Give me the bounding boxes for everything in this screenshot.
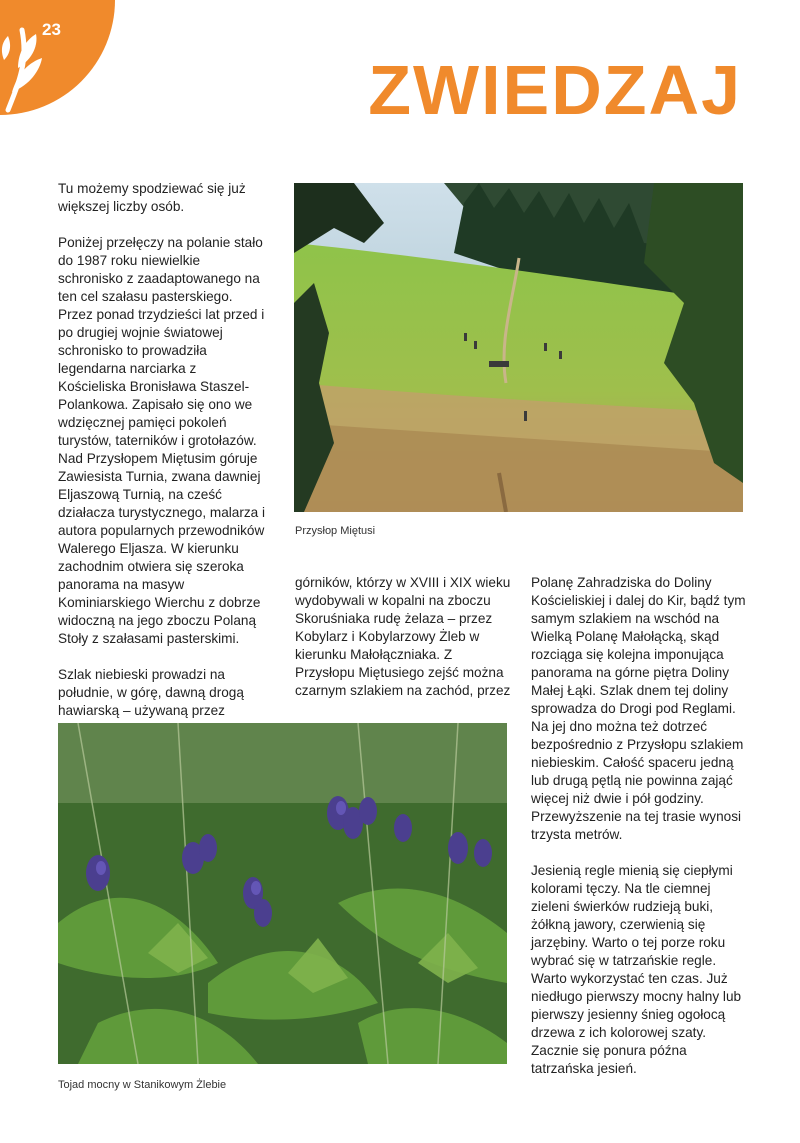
flowers-photo-caption: Tojad mocny w Stanikowym Żlebie <box>58 1079 227 1091</box>
text-column-2 <box>295 574 511 700</box>
paragraph: Poniżej przełęczy na polanie stało do 1987 roku niewielkie schronisko z zaadaptowanego na ten cel szałasu pasterskiego. Przez ponad trzydzieści lat przed i po drugiej wojnie światowej schronisko to prowadziła legendarna narciarka z Kościeliska Bronisława Staszel-Polankowa. Zapisało się ono we wdzięcznej pamięci pokoleń turystów, taterników i grotołazów. Nad Przysłopem Miętusim góruje Zawiesista Turnia, zwana dawniej Eljaszową Turnią, na cześć działacza turystycznego, malarza i autora popularnych przewodników Walerego Eljasza. W kierunku zachodnim otwiera się szeroka panorama na masyw Kominiarskiego Wierchu z dobrze widoczną na jego zboczu Polaną Stoły z szałasami pasterskimi. <box>58 235 266 646</box>
page-title: ZWIEDZAJ <box>368 51 742 129</box>
paragraph: Polanę Zahradziska do Doliny Kościeliskiej i dalej do Kir, bądź tym samym szlakiem na wschód na Wielką Polanę Małołącką, skąd rozciąga się kolejna imponująca panorama na górne piętra Doliny Małej Łąki. Szlak dnem tej doliny sprowadza do Drogi pod Reglami. Na jej dno można też dotrzeć bezpośrednio z Przysłopu szlakiem niebieskim. Całość spaceru jedną lub drugą pętlą nie powinna zająć więcej niż dwie i pół godziny. Przewyższenie na tej trasie wynosi trzysta metrów. <box>531 575 746 842</box>
meadow-photo <box>294 183 743 512</box>
meadow-photo-caption: Przysłop Miętusi <box>295 525 376 537</box>
flowers-photo <box>58 723 507 1064</box>
paragraph: Jesienią regle mienią się ciepłymi kolorami tęczy. Na tle ciemnej zieleni świerków rudzieją buki, żółkną jawory, czerwienią się jarzębiny. Warto o tej porze roku wybrać się w tatrzańskie regle. Warto wykorzystać ten czas. Już niedługo pierwszy mocny halny lub pierwszy jesienny śnieg ogołocą drzewa z ich kolorowej szaty. Zacznie się ponura późna tatrzańska jesień. <box>531 863 742 1076</box>
paragraph: górników, którzy w XVIII i XIX wieku wydobywali w kopalni na zboczu Skoruśniaka rudę żelaza – przez Kobylarz i Kobylarzowy Żleb w kierunku Małołączniaka. Z Przysłopu Miętusiego zejść można czarnym szlakiem na zachód, przez <box>295 575 511 698</box>
text-column-3 <box>531 574 751 1078</box>
text-column-1 <box>58 180 268 720</box>
leaf-icon <box>0 0 115 115</box>
paragraph: Tu możemy spodziewać się już większej liczby osób. <box>58 181 246 214</box>
page-number: 23 <box>42 20 61 39</box>
page-corner-badge <box>0 0 115 115</box>
paragraph: Szlak niebieski prowadzi na południe, w górę, dawną drogą hawiarską – używaną przez <box>58 667 244 718</box>
